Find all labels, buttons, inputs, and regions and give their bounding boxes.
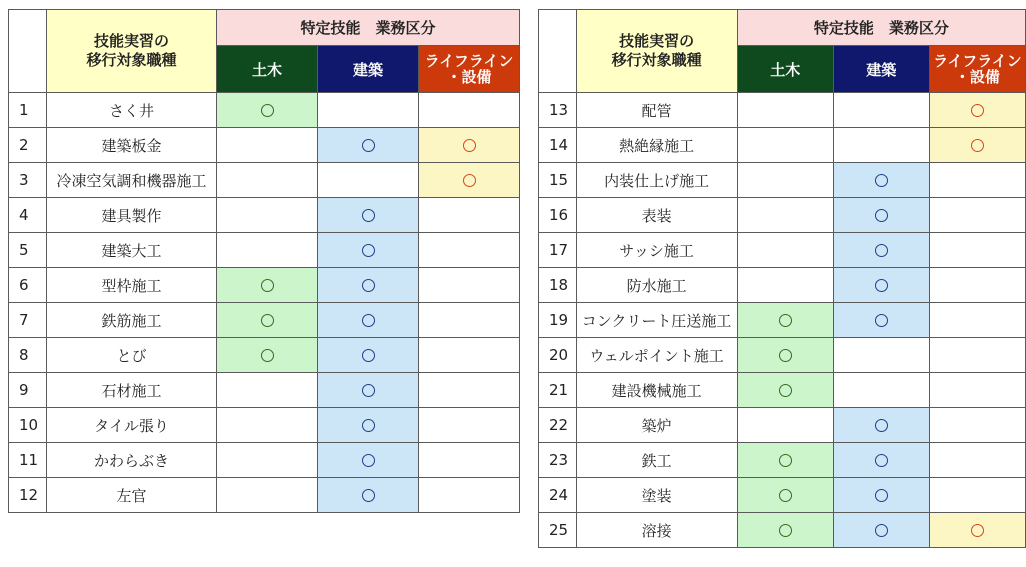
architecture-applicable-mark-icon bbox=[362, 384, 375, 397]
table-row bbox=[9, 443, 520, 478]
lifeline-applicable-mark-icon bbox=[463, 139, 476, 152]
lifeline-applicable-mark-icon bbox=[463, 174, 476, 187]
occupation-name: とび bbox=[47, 338, 217, 373]
table-row bbox=[9, 93, 520, 128]
row-number: 13 bbox=[539, 93, 577, 128]
occupation-name: コンクリート圧送施工 bbox=[576, 303, 737, 338]
civil-cell bbox=[217, 233, 318, 268]
civil-cell bbox=[737, 513, 833, 548]
architecture-cell bbox=[318, 373, 419, 408]
lifeline-cell bbox=[929, 513, 1025, 548]
row-number: 16 bbox=[539, 198, 577, 233]
civil-applicable-mark-icon bbox=[261, 279, 274, 292]
architecture-column-header: 建築 bbox=[318, 46, 419, 93]
occupation-name: 築炉 bbox=[576, 408, 737, 443]
civil-cell bbox=[737, 268, 833, 303]
civil-cell bbox=[737, 93, 833, 128]
lifeline-cell bbox=[929, 163, 1025, 198]
civil-cell bbox=[217, 198, 318, 233]
architecture-cell bbox=[833, 338, 929, 373]
skill-category-header: 特定技能 業務区分 bbox=[217, 10, 520, 46]
table-row bbox=[9, 408, 520, 443]
occupation-name: 建築大工 bbox=[47, 233, 217, 268]
architecture-applicable-mark-icon bbox=[362, 314, 375, 327]
civil-cell bbox=[217, 338, 318, 373]
table-row bbox=[539, 93, 1026, 128]
civil-cell bbox=[737, 338, 833, 373]
architecture-cell bbox=[833, 373, 929, 408]
civil-applicable-mark-icon bbox=[779, 454, 792, 467]
civil-cell bbox=[217, 93, 318, 128]
architecture-cell bbox=[318, 338, 419, 373]
architecture-applicable-mark-icon bbox=[362, 244, 375, 257]
occupation-name: 熱絶縁施工 bbox=[576, 128, 737, 163]
architecture-applicable-mark-icon bbox=[875, 419, 888, 432]
row-number: 11 bbox=[9, 443, 47, 478]
table-row bbox=[539, 338, 1026, 373]
architecture-applicable-mark-icon bbox=[362, 279, 375, 292]
architecture-cell bbox=[318, 303, 419, 338]
occupation-name: かわらぶき bbox=[47, 443, 217, 478]
architecture-cell bbox=[833, 478, 929, 513]
lifeline-cell bbox=[929, 478, 1025, 513]
civil-cell bbox=[737, 443, 833, 478]
table-row bbox=[539, 128, 1026, 163]
lifeline-cell bbox=[929, 408, 1025, 443]
architecture-applicable-mark-icon bbox=[875, 454, 888, 467]
row-number: 23 bbox=[539, 443, 577, 478]
table-row bbox=[9, 268, 520, 303]
row-number: 7 bbox=[9, 303, 47, 338]
architecture-cell bbox=[318, 478, 419, 513]
architecture-applicable-mark-icon bbox=[875, 524, 888, 537]
architecture-cell bbox=[833, 408, 929, 443]
civil-applicable-mark-icon bbox=[779, 489, 792, 502]
table-row bbox=[9, 128, 520, 163]
civil-applicable-mark-icon bbox=[261, 314, 274, 327]
civil-cell bbox=[737, 233, 833, 268]
lifeline-header-line1: ライフライン bbox=[933, 52, 1022, 70]
table-row bbox=[9, 338, 520, 373]
architecture-cell bbox=[318, 268, 419, 303]
table-row bbox=[9, 233, 520, 268]
architecture-applicable-mark-icon bbox=[362, 349, 375, 362]
occupation-header-line2: 移行対象職種 bbox=[86, 51, 177, 69]
occupation-name: さく井 bbox=[47, 93, 217, 128]
occupation-name: 防水施工 bbox=[576, 268, 737, 303]
occupation-name: 左官 bbox=[47, 478, 217, 513]
lifeline-cell bbox=[419, 198, 520, 233]
architecture-applicable-mark-icon bbox=[875, 489, 888, 502]
architecture-applicable-mark-icon bbox=[362, 454, 375, 467]
row-number: 25 bbox=[539, 513, 577, 548]
occupation-header bbox=[47, 10, 217, 93]
lifeline-cell bbox=[419, 93, 520, 128]
lifeline-cell bbox=[929, 233, 1025, 268]
architecture-cell bbox=[833, 93, 929, 128]
civil-cell bbox=[217, 163, 318, 198]
table-row bbox=[9, 303, 520, 338]
lifeline-cell bbox=[419, 373, 520, 408]
architecture-applicable-mark-icon bbox=[875, 244, 888, 257]
table-right-body bbox=[539, 10, 1026, 548]
table-row bbox=[539, 513, 1026, 548]
civil-cell bbox=[217, 373, 318, 408]
occupation-name: 配管 bbox=[576, 93, 737, 128]
occupation-name: 内装仕上げ施工 bbox=[576, 163, 737, 198]
architecture-applicable-mark-icon bbox=[362, 209, 375, 222]
row-number: 9 bbox=[9, 373, 47, 408]
lifeline-applicable-mark-icon bbox=[971, 139, 984, 152]
civil-cell bbox=[217, 478, 318, 513]
row-number: 17 bbox=[539, 233, 577, 268]
architecture-cell bbox=[318, 128, 419, 163]
row-number: 4 bbox=[9, 198, 47, 233]
row-number: 5 bbox=[9, 233, 47, 268]
civil-applicable-mark-icon bbox=[779, 524, 792, 537]
civil-cell bbox=[737, 128, 833, 163]
lifeline-cell bbox=[419, 338, 520, 373]
civil-column-header: 土木 bbox=[737, 46, 833, 93]
architecture-cell bbox=[833, 233, 929, 268]
occupation-name: 型枠施工 bbox=[47, 268, 217, 303]
lifeline-cell bbox=[929, 338, 1025, 373]
table-row bbox=[9, 373, 520, 408]
row-number: 3 bbox=[9, 163, 47, 198]
row-number: 19 bbox=[539, 303, 577, 338]
row-number: 2 bbox=[9, 128, 47, 163]
occupation-name: 表装 bbox=[576, 198, 737, 233]
table-row bbox=[539, 233, 1026, 268]
occupation-name: 建築板金 bbox=[47, 128, 217, 163]
civil-cell bbox=[737, 478, 833, 513]
table-row bbox=[539, 198, 1026, 233]
architecture-applicable-mark-icon bbox=[875, 314, 888, 327]
occupation-name: 建具製作 bbox=[47, 198, 217, 233]
row-number: 15 bbox=[539, 163, 577, 198]
architecture-cell bbox=[833, 163, 929, 198]
row-number: 22 bbox=[539, 408, 577, 443]
row-number: 21 bbox=[539, 373, 577, 408]
architecture-cell bbox=[318, 233, 419, 268]
table-left-body bbox=[9, 10, 520, 513]
row-number: 1 bbox=[9, 93, 47, 128]
architecture-applicable-mark-icon bbox=[875, 174, 888, 187]
architecture-cell bbox=[318, 443, 419, 478]
lifeline-cell bbox=[929, 373, 1025, 408]
lifeline-column-header bbox=[419, 46, 520, 93]
row-number: 14 bbox=[539, 128, 577, 163]
row-number: 20 bbox=[539, 338, 577, 373]
occupation-name: 鉄筋施工 bbox=[47, 303, 217, 338]
architecture-cell bbox=[833, 303, 929, 338]
architecture-column-header: 建築 bbox=[833, 46, 929, 93]
civil-cell bbox=[217, 268, 318, 303]
civil-cell bbox=[737, 373, 833, 408]
civil-applicable-mark-icon bbox=[779, 314, 792, 327]
civil-cell bbox=[217, 443, 318, 478]
civil-applicable-mark-icon bbox=[261, 104, 274, 117]
occupation-name: 冷凍空気調和機器施工 bbox=[47, 163, 217, 198]
table-row bbox=[539, 373, 1026, 408]
architecture-cell bbox=[318, 93, 419, 128]
occupation-name: タイル張り bbox=[47, 408, 217, 443]
lifeline-header-line2: ・設備 bbox=[446, 68, 492, 86]
lifeline-applicable-mark-icon bbox=[971, 104, 984, 117]
civil-column-header: 土木 bbox=[217, 46, 318, 93]
lifeline-header-line1: ライフライン bbox=[424, 52, 514, 70]
table-row bbox=[539, 268, 1026, 303]
civil-cell bbox=[737, 303, 833, 338]
architecture-applicable-mark-icon bbox=[362, 139, 375, 152]
architecture-applicable-mark-icon bbox=[875, 209, 888, 222]
civil-cell bbox=[217, 128, 318, 163]
lifeline-cell bbox=[929, 93, 1025, 128]
lifeline-cell bbox=[929, 268, 1025, 303]
architecture-cell bbox=[318, 408, 419, 443]
lifeline-cell bbox=[929, 443, 1025, 478]
architecture-cell bbox=[318, 198, 419, 233]
occupation-table-right bbox=[538, 9, 1026, 548]
civil-cell bbox=[737, 198, 833, 233]
lifeline-cell bbox=[419, 268, 520, 303]
occupation-header-line1: 技能実習の bbox=[619, 32, 695, 50]
architecture-cell bbox=[833, 268, 929, 303]
lifeline-cell bbox=[929, 198, 1025, 233]
table-row bbox=[539, 478, 1026, 513]
skill-category-header: 特定技能 業務区分 bbox=[737, 10, 1025, 46]
occupation-name: ウェルポイント施工 bbox=[576, 338, 737, 373]
civil-applicable-mark-icon bbox=[779, 349, 792, 362]
occupation-header-line2: 移行対象職種 bbox=[611, 51, 702, 69]
table-row bbox=[9, 163, 520, 198]
row-number: 8 bbox=[9, 338, 47, 373]
architecture-cell bbox=[318, 163, 419, 198]
lifeline-cell bbox=[419, 233, 520, 268]
row-number: 10 bbox=[9, 408, 47, 443]
table-row bbox=[9, 478, 520, 513]
row-number: 6 bbox=[9, 268, 47, 303]
occupation-name: 石材施工 bbox=[47, 373, 217, 408]
architecture-applicable-mark-icon bbox=[362, 419, 375, 432]
lifeline-column-header bbox=[929, 46, 1025, 93]
civil-cell bbox=[217, 303, 318, 338]
lifeline-header-line2: ・設備 bbox=[954, 68, 1000, 86]
occupation-name: 塗装 bbox=[576, 478, 737, 513]
lifeline-cell bbox=[419, 303, 520, 338]
architecture-cell bbox=[833, 198, 929, 233]
table-row bbox=[9, 198, 520, 233]
occupation-header bbox=[576, 10, 737, 93]
occupation-table-left bbox=[8, 9, 520, 513]
architecture-cell bbox=[833, 513, 929, 548]
row-number: 12 bbox=[9, 478, 47, 513]
row-number: 24 bbox=[539, 478, 577, 513]
civil-cell bbox=[217, 408, 318, 443]
header-corner-cell bbox=[9, 10, 47, 93]
table-row bbox=[539, 303, 1026, 338]
lifeline-cell bbox=[419, 478, 520, 513]
occupation-name: 溶接 bbox=[576, 513, 737, 548]
row-number: 18 bbox=[539, 268, 577, 303]
civil-applicable-mark-icon bbox=[261, 349, 274, 362]
lifeline-cell bbox=[419, 443, 520, 478]
architecture-applicable-mark-icon bbox=[875, 279, 888, 292]
civil-applicable-mark-icon bbox=[779, 384, 792, 397]
architecture-applicable-mark-icon bbox=[362, 489, 375, 502]
table-row bbox=[539, 443, 1026, 478]
architecture-cell bbox=[833, 128, 929, 163]
civil-cell bbox=[737, 163, 833, 198]
lifeline-cell bbox=[929, 303, 1025, 338]
lifeline-cell bbox=[419, 408, 520, 443]
occupation-name: 鉄工 bbox=[576, 443, 737, 478]
lifeline-cell bbox=[929, 128, 1025, 163]
lifeline-cell bbox=[419, 128, 520, 163]
civil-cell bbox=[737, 408, 833, 443]
occupation-name: サッシ施工 bbox=[576, 233, 737, 268]
occupation-name: 建設機械施工 bbox=[576, 373, 737, 408]
header-corner-cell bbox=[539, 10, 577, 93]
table-row bbox=[539, 163, 1026, 198]
table-row bbox=[539, 408, 1026, 443]
lifeline-cell bbox=[419, 163, 520, 198]
lifeline-applicable-mark-icon bbox=[971, 524, 984, 537]
architecture-cell bbox=[833, 443, 929, 478]
occupation-header-line1: 技能実習の bbox=[93, 32, 169, 50]
